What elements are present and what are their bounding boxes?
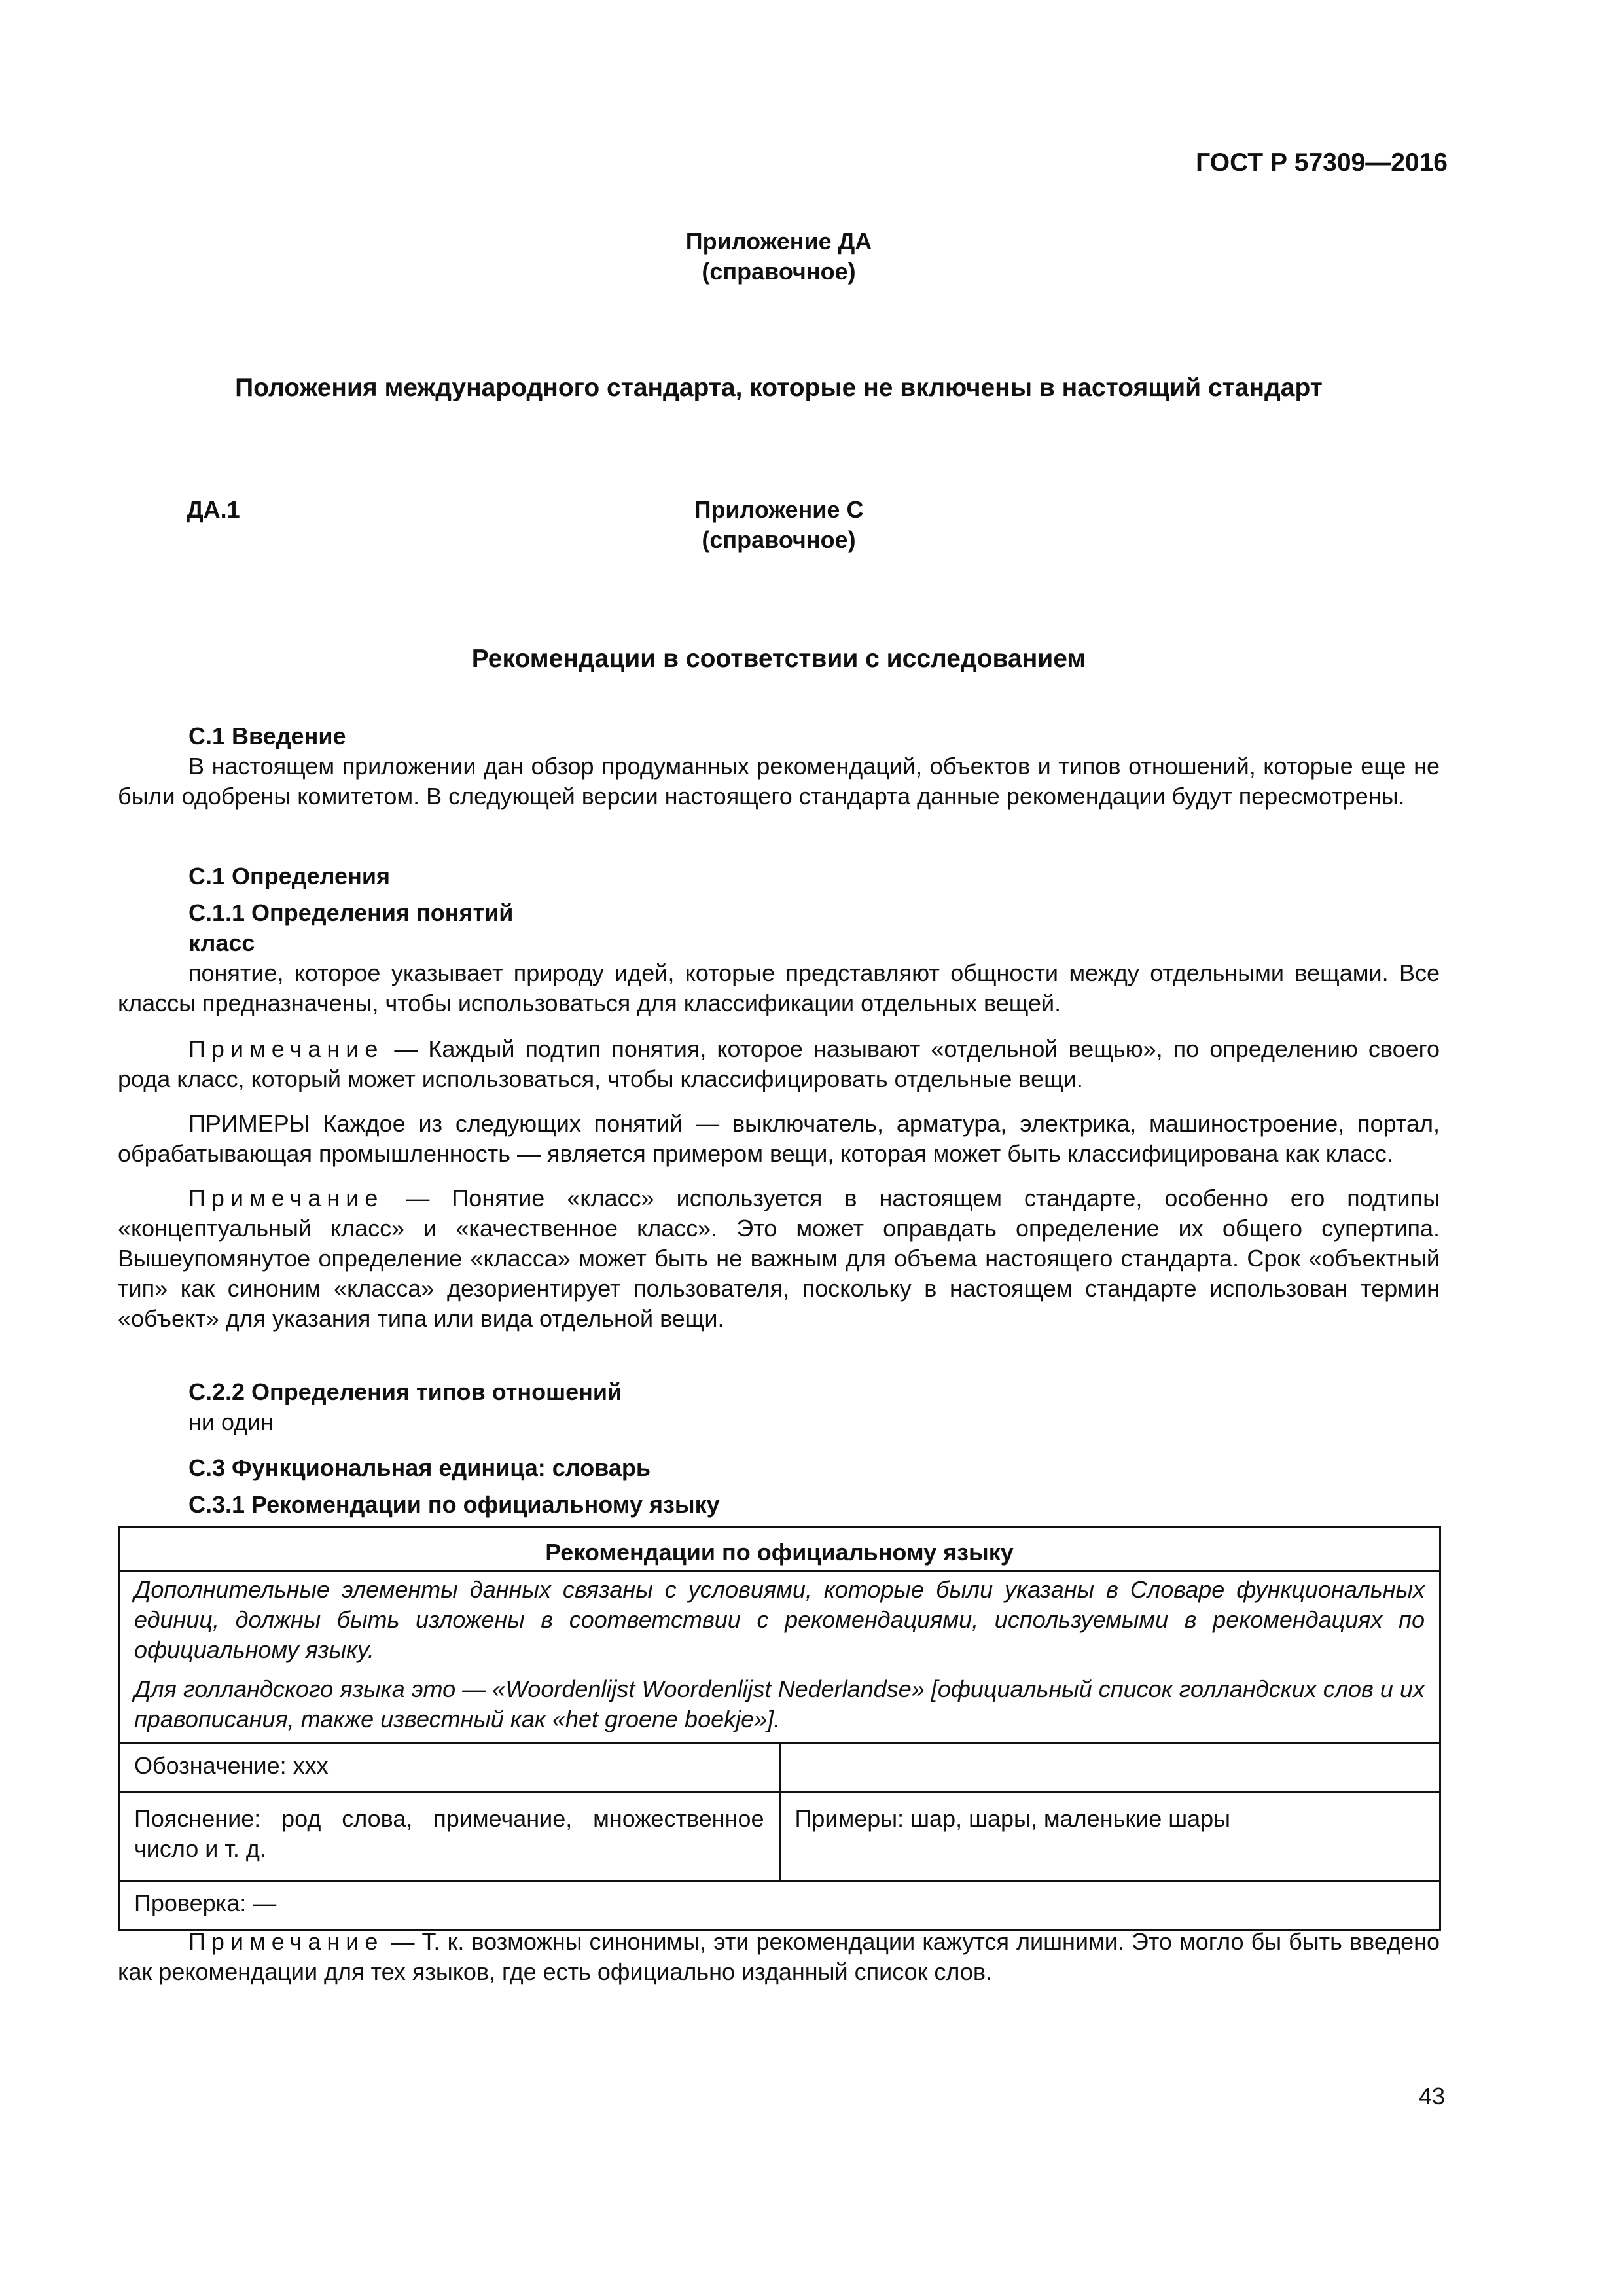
annex-type: (справочное): [702, 258, 856, 285]
c1-paragraph: В настоящем приложении дан обзор продуманных рекомендаций, объектов и типов отношений, которые еще не были одобрены комитетом. В следующей версии настоящего стандарта данные рекомендации будут пересмотрены.: [118, 753, 1440, 810]
da1-number: ДА.1: [187, 496, 240, 523]
page-number: 43: [1418, 2083, 1445, 2109]
table-intro-1: Дополнительные элементы данных связаны с условиями, которые были указаны в Словаре функциональных единиц, должны быть изложены в соответствии с рекомендациями, используемыми в рекомендациях по официальному языку.: [134, 1576, 1425, 1663]
final-note-text: — Т. к. возможны синонимы, эти рекомендации кажутся лишними. Это могло бы быть введено как рекомендации для тех языков, где есть официально изданный список слов.: [118, 1928, 1440, 1985]
final-note-label: Примечание: [188, 1928, 384, 1955]
note-1: [118, 1034, 1440, 1094]
examples-paragraph: ПРИМЕРЫ Каждое из следующих понятий — выключатель, арматура, электрика, машиностроение, портал, обрабатывающая промышленность — является примером вещи, которая может быть классифицирована как класс.: [118, 1110, 1440, 1167]
note-1-label: Примечание: [188, 1035, 384, 1062]
section-title: Положения международного стандарта, которые не включены в настоящий стандарт: [235, 374, 1323, 402]
annex-title: Приложение ДА: [685, 228, 872, 255]
examples-cell: Примеры: шар, шары, маленькие шары: [779, 1793, 1440, 1881]
table-intro-2: Для голландского языка это — «Woordenlijst Woordenlijst Nederlandse» [официальный список голландских слов и их правописания, также известный как «het groene boekje»].: [134, 1676, 1425, 1732]
document-id: ГОСТ Р 57309—2016: [1196, 149, 1448, 177]
definitions-heading: С.1 Определения: [188, 863, 390, 889]
note-2: [118, 1183, 1440, 1334]
c22-text: ни один: [188, 1408, 274, 1435]
table-intro: [119, 1571, 1440, 1744]
empty-cell: [779, 1744, 1440, 1793]
note-1-text: — Каждый подтип понятия, которое называют «отдельной вещью», по определению своего рода класс, который может использоваться, чтобы классифицировать отдельные вещи.: [118, 1035, 1440, 1092]
appendix-c-title: Приложение С: [694, 496, 864, 523]
c1-heading: С.1 Введение: [188, 723, 346, 749]
check-cell: Проверка: —: [119, 1881, 1440, 1930]
designation-cell: Обозначение: ххх: [119, 1744, 780, 1793]
term-definition: понятие, которое указывает природу идей, которые представляют общности между отдельными вещами. Все классы предназначены, чтобы использоваться для классификации отдельных вещей.: [118, 960, 1440, 1016]
term: класс: [188, 929, 255, 956]
c3-heading: С.3 Функциональная единица: словарь: [188, 1454, 651, 1481]
subtitle: Рекомендации в соответствии с исследованием: [471, 645, 1086, 673]
note-2-label: Примечание: [188, 1185, 384, 1211]
c22-heading: С.2.2 Определения типов отношений: [188, 1378, 622, 1405]
c31-heading: С.3.1 Рекомендации по официальному языку: [188, 1491, 720, 1518]
table-title: Рекомендации по официальному языку: [119, 1528, 1440, 1571]
final-note: [118, 1927, 1440, 1987]
explanation-cell: Пояснение: род слова, примечание, множественное число и т. д.: [119, 1793, 780, 1881]
definitions-subheading: С.1.1 Определения понятий: [188, 899, 514, 926]
appendix-c-type: (справочное): [702, 526, 856, 553]
recommendations-table: [118, 1526, 1441, 1931]
note-2-text: — Понятие «класс» используется в настоящем стандарте, особенно его подтипы «концептуальный класс» и «качественное класс». Это может оправдать определение их общего супертипа. Вышеупомянутое определение «класса» может быть не важным для объема настоящего стандарта. Срок «объектный тип» как синоним «класса» дезориентирует пользователя, поскольку в настоящем стандарте использован термин «объект» для указания типа или вида отдельной вещи.: [118, 1185, 1440, 1332]
